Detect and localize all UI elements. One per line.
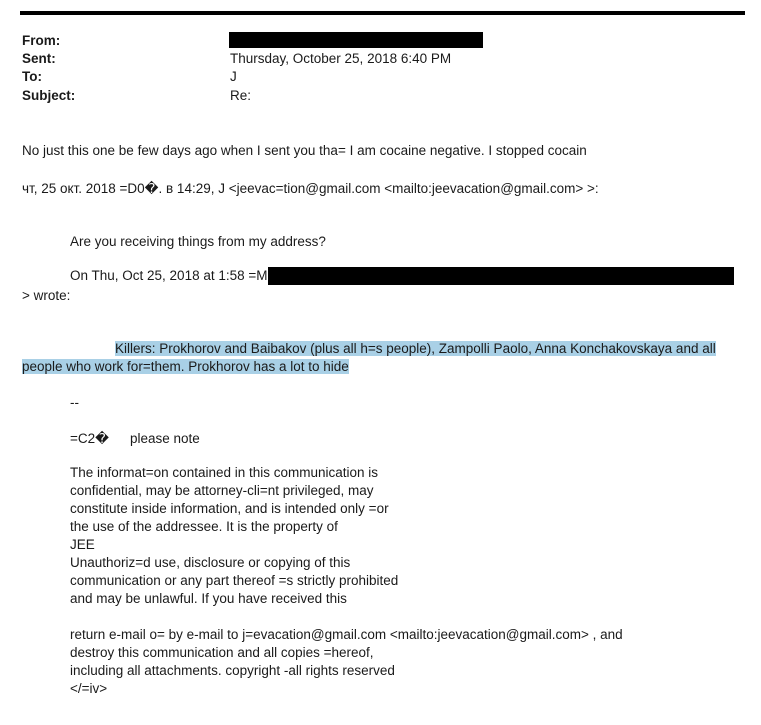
highlight-line-2	[22, 359, 349, 374]
return-line: </=iv>	[70, 681, 108, 696]
to-value: J	[230, 69, 237, 84]
quote-intro: чт, 25 окт. 2018 =D0�. в 14:29, J <jeevac=tion@gmail.com <mailto:jeevacation@gmail.com> >:	[22, 181, 599, 196]
return-line: return e-mail o= by e-mail to j=evacation@gmail.com <mailto:jeevacation@gmail.com> , and	[70, 627, 623, 642]
disclaimer-line: Unauthoriz=d use, disclosure or copying of this	[70, 555, 351, 570]
subject-label: Subject:	[22, 88, 76, 103]
disclaimer-line: constitute inside information, and is intended only =or	[70, 501, 389, 516]
redaction-from	[229, 32, 483, 48]
on-thu-line: On Thu, Oct 25, 2018 at 1:58 =M	[70, 268, 268, 283]
body-line-1: No just this one be few days ago when I sent you tha= I am cocaine negative. I stopped cocain	[22, 143, 587, 158]
redaction-sender	[268, 267, 734, 285]
sent-value: Thursday, October 25, 2018 6:40 PM	[230, 51, 452, 66]
please-note: please note	[130, 431, 200, 446]
question-line: Are you receiving things from my address?	[70, 234, 326, 249]
return-line: including all attachments. copyright -all rights reserved	[70, 663, 395, 678]
highlight-line-1	[115, 341, 716, 356]
subject-value: Re:	[230, 88, 252, 103]
signature-dashes: --	[70, 395, 79, 410]
return-block	[70, 626, 623, 698]
from-label: From:	[22, 33, 61, 48]
disclaimer-line: and may be unlawful. If you have received this	[70, 591, 347, 606]
disclaimer-line: the use of the addressee. It is the property of	[70, 519, 338, 534]
disclaimer-line: confidential, may be attorney-cli=nt privileged, may	[70, 483, 374, 498]
c2-encoding: =C2�	[70, 431, 109, 446]
return-line: destroy this communication and all copies =hereof,	[70, 645, 374, 660]
sent-label: Sent:	[22, 51, 56, 66]
disclaimer-line: The informat=on contained in this communication is	[70, 465, 379, 480]
disclaimer-block	[70, 464, 398, 608]
disclaimer-line: JEE	[70, 537, 95, 552]
wrote-line: > wrote:	[22, 288, 71, 303]
disclaimer-line: communication or any part thereof =s strictly prohibited	[70, 573, 399, 588]
to-label: To:	[22, 69, 42, 84]
top-rule	[20, 11, 745, 15]
highlighted-text-1: Killers: Prokhorov and Baibakov (plus all h=s people), Zampolli Paolo, Anna Konchakovskaya and all	[115, 341, 716, 356]
highlighted-text-2: people who work for=them. Prokhorov has a lot to hide	[22, 359, 349, 374]
